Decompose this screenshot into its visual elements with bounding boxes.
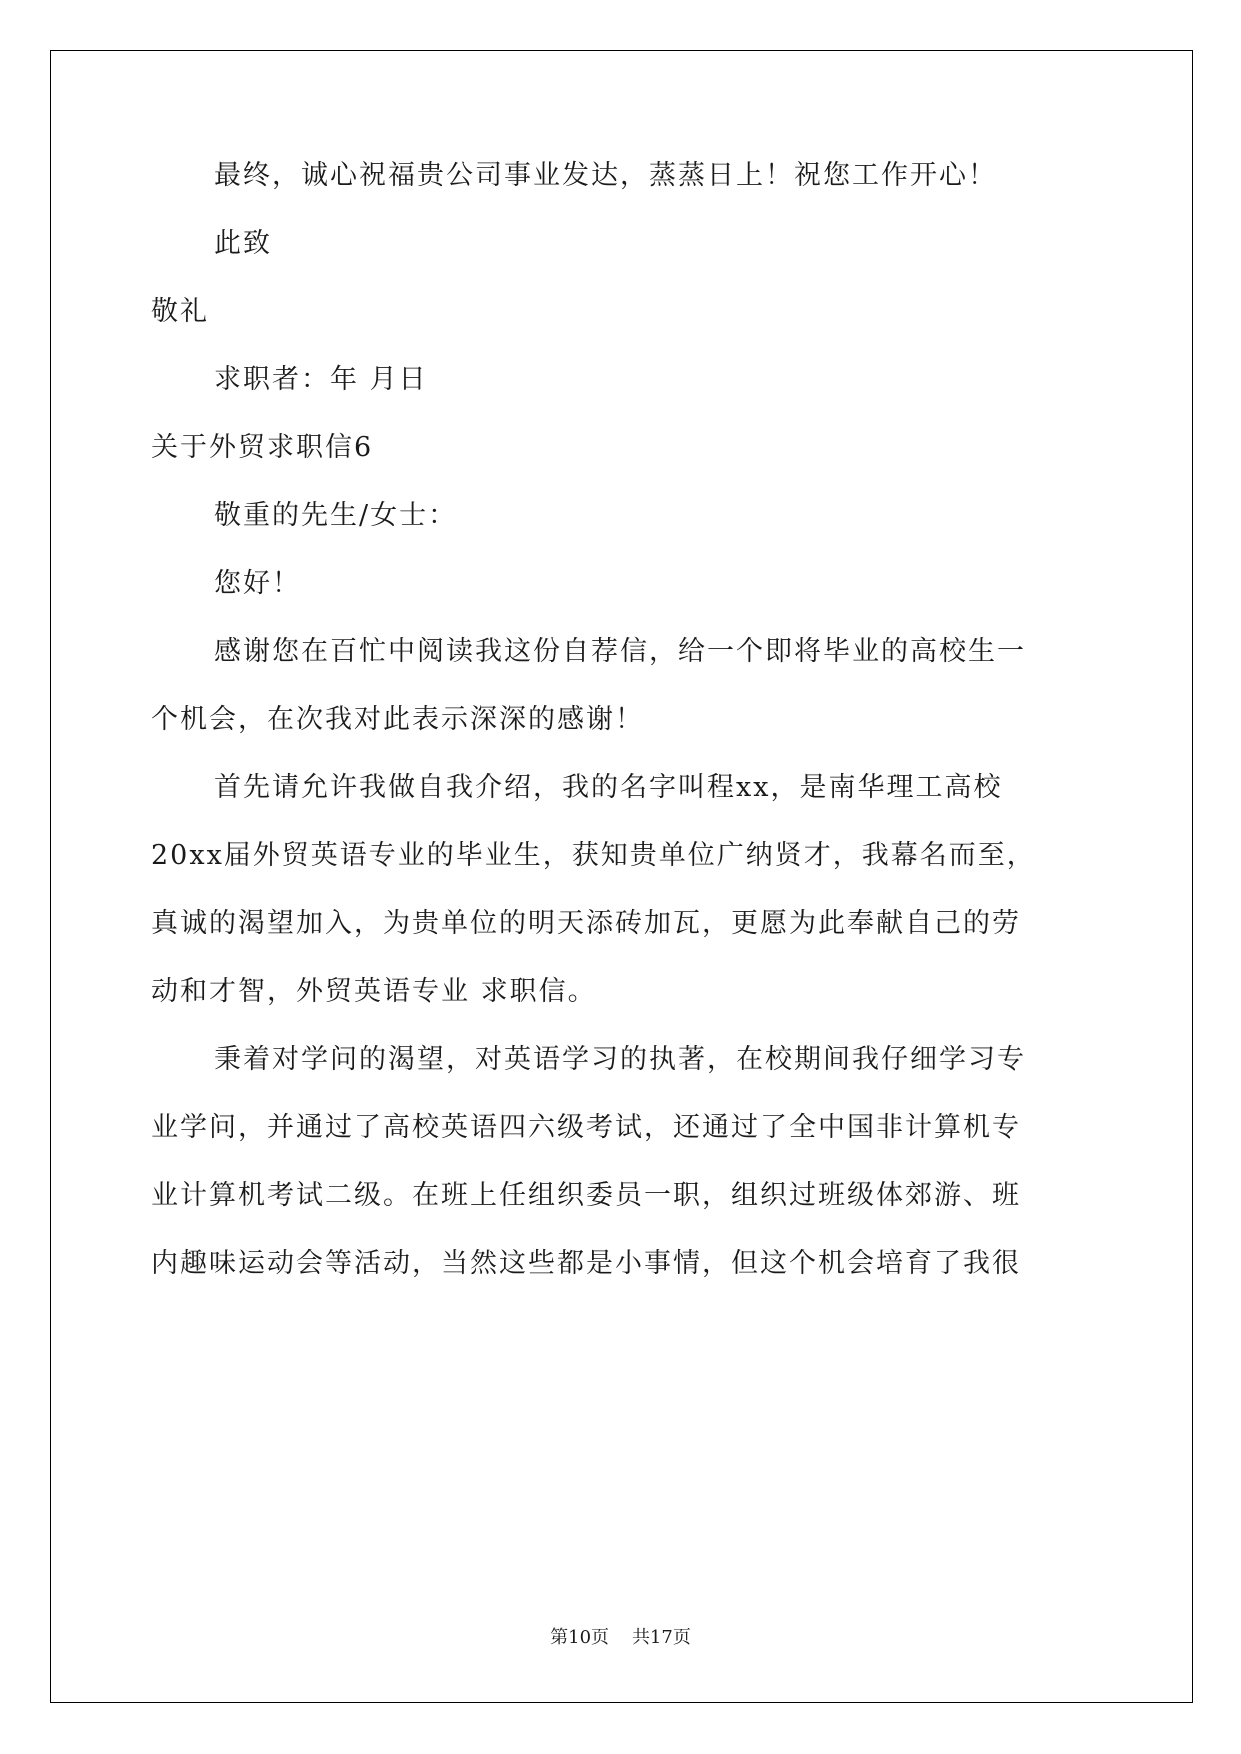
greeting-hello: 您好！ <box>214 568 301 599</box>
paragraph-study-line1: 秉着对学问的渴望，对英语学习的执著，在校期间我仔细学习专 <box>214 1044 1026 1075</box>
paragraph-intro-line4: 动和才智，外贸英语专业 求职信。 <box>151 976 597 1007</box>
current-page: 第10页 <box>550 1627 610 1648</box>
paragraph-closing-wish: 最终，诚心祝福贵公司事业发达，蒸蒸日上！祝您工作开心！ <box>214 160 997 191</box>
paragraph-study-line2: 业学问，并通过了高校英语四六级考试，还通过了全中国非计算机专 <box>151 1112 1021 1143</box>
paragraph-study-line3: 业计算机考试二级。在班上任组织委员一职，组织过班级体郊游、班 <box>151 1180 1021 1211</box>
paragraph-intro-line3: 真诚的渴望加入，为贵单位的明天添砖加瓦，更愿为此奉献自己的劳 <box>151 908 1021 939</box>
paragraph-study-line4: 内趣味运动会等活动，当然这些都是小事情，但这个机会培育了我很 <box>151 1248 1021 1279</box>
greeting: 敬重的先生/女士： <box>214 500 458 531</box>
paragraph-intro-line2: 20xx届外贸英语专业的毕业生，获知贵单位广纳贤才，我幕名而至， <box>151 840 1036 871</box>
total-pages: 共17页 <box>631 1627 691 1648</box>
paragraph-thanks-line2: 个机会，在次我对此表示深深的感谢！ <box>151 704 644 735</box>
salutation-cizhi: 此致 <box>214 228 272 259</box>
paragraph-thanks-line1: 感谢您在百忙中阅读我这份自荐信，给一个即将毕业的高校生一 <box>214 636 1026 667</box>
page-footer <box>0 1623 1241 1649</box>
paragraph-intro-line1: 首先请允许我做自我介绍，我的名字叫程xx，是南华理工高校 <box>214 772 1003 803</box>
section-heading: 关于外贸求职信6 <box>151 432 374 463</box>
salutation-jingli: 敬礼 <box>151 296 209 327</box>
page-border <box>50 50 1193 1703</box>
signature-line: 求职者：年 月日 <box>214 364 428 395</box>
